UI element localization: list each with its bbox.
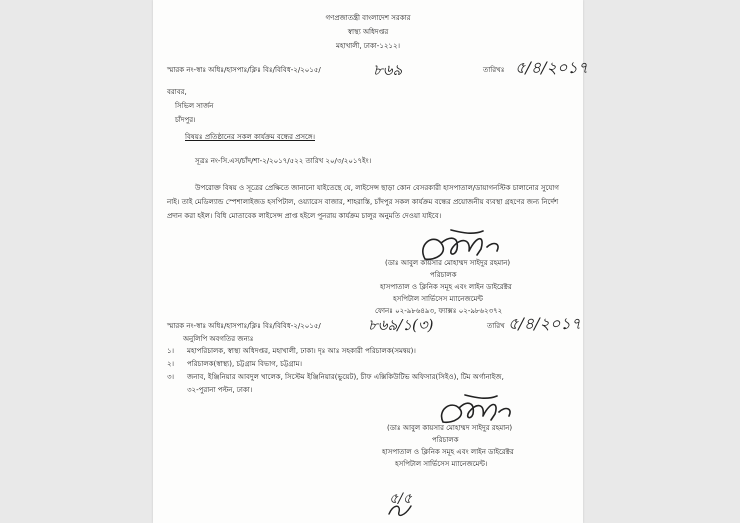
document-page — [153, 0, 589, 523]
copy-number: ২। — [167, 360, 175, 368]
header-address: মহাখালী, ঢাকা-১২১২। — [335, 42, 401, 50]
copy-recipient-address: ৩২-পুরানা পল্টন, ঢাকা। — [187, 386, 253, 394]
memo-reference-number: স্মারক নং-স্বাঃ অধিঃ/হাসপাঃ/ক্লিঃ বিঃ/বিবিধ-২/২০১৫/ — [167, 66, 321, 74]
copy-recipient: মহাপরিচালক, স্বাস্থ্য অধিদপ্তর, মহাখালী, ঢাকা। দৃঃ আঃ সহকারী পরিচালক(সমন্বয়)। — [187, 347, 416, 355]
body-paragraph: উপরোক্ত বিষয় ও সূত্রের প্রেক্ষিতে জানানো যাইতেছে যে, লাইসেন্স ছাড়া কোন বেসরকারী হাসপাতাল/ডায়াগনস্টিক চালানোর সুযোগ নাই। তাই মেডিল্যান্ড স্পেশালাইজড হসপিটাল, ওয়্যারেস বাজার, শাহরাস্তি, চাঁদপুর সকল কার্যক্রম বন্ধের প্রয়োজনীয় ব্যবস্থা গ্রহণের জন্য নির্দেশ প্রদান করা হইল। বিধি মোতাবেক লাইসেন্স প্রাপ্ত হইলে পুনরায় কার্যক্রম চালুর অনুমতি দেওয়া যাইবে। — [167, 184, 559, 220]
subject-line: বিষয়ঃ প্রতিষ্ঠানের সকল কার্যক্রম বন্ধের প্রসঙ্গে। — [185, 133, 315, 141]
copy-number: ১। — [167, 347, 175, 355]
reference-line: সূত্রঃ নং-সি.এস/চাঁদ/শা-২/২০১৭/৫২২ তারিখ ২০/৩/২০১৭ইং। — [195, 157, 372, 165]
initials-scribble-icon — [385, 500, 415, 520]
memo-2-reference-number: স্মারক নং-স্বাঃ অধিঃ/হাসপাঃ/ক্লিঃ বিঃ/বিবিধ-২/২০১৫/ — [167, 322, 321, 330]
copy-recipient: জনাব, ইঞ্জিনিয়ার আবদুল খালেক, সিস্টেম ইঞ্জিনিয়ার(ভুয়েট), চীফ এক্সিকিউটিভ অফিসার(সিইও), টিম অর্গানাইজ, — [187, 373, 504, 381]
signatory-2-title: পরিচালক — [432, 436, 459, 444]
signatory-2-name: (ডাঃ আবুল কায়সার মোহাম্মদ সাইদুর রহমান) — [387, 424, 513, 432]
signatory-1-name: (ডাঃ আবুল কায়সার মোহাম্মদ সাইদুর রহমান) — [385, 259, 511, 267]
header-directorate: স্বাস্থ্য অধিদপ্তর — [347, 28, 389, 36]
recipient-name: সিভিল সার্জন — [175, 102, 214, 110]
copy-number: ৩। — [167, 373, 175, 381]
handwritten-initials: ৫/৫ — [389, 491, 412, 507]
signatory-1-title: পরিচালক — [430, 271, 457, 279]
signatory-2-department: হাসপাতাল ও ক্লিনিক সমূহ এবং লাইন ডাইরেক্টর — [382, 448, 514, 456]
recipient-place: চাঁদপুর। — [175, 116, 196, 124]
memo-date-label: তারিখঃ — [483, 66, 505, 74]
header-government: গণপ্রজাতন্ত্রী বাংলাদেশ সরকার — [325, 14, 411, 22]
signatory-1-department: হাসপাতাল ও ক্লিনিক সমূহ এবং লাইন ডাইরেক্টর — [380, 283, 512, 291]
handwritten-memo-2-number: ৮৬৯/১(৩) — [368, 316, 434, 334]
handwritten-memo-2-date: ৫/৪/২০১৭ — [508, 314, 582, 333]
recipient-salutation: বরাবর, — [167, 88, 187, 96]
signatory-2-unit: হসপিটাল সার্ভিসেস ম্যানেজমেন্ট। — [395, 460, 488, 468]
handwritten-memo-number: ৮৬৯ — [373, 61, 403, 79]
signatory-1-contact: ফোনঃ ০২-৯৮৬৪৯৩, ফ্যাক্সঃ ০২-৯৮৬২৩৭২ — [375, 307, 503, 315]
copy-recipient: পরিচালক(স্বাস্থ্য), চট্টগ্রাম বিভাগ, চট্টগ্রাম। — [187, 360, 303, 368]
copy-intro: অনুলিপি অবগতির জন্যঃ — [183, 335, 254, 343]
signatory-1-unit: হসপিটাল সার্ভিসেস ম্যানেজমেন্ট — [393, 295, 483, 303]
handwritten-memo-date: ৫/৪/২০১৭ — [515, 58, 589, 77]
memo-2-date-label: তারিখ — [487, 322, 505, 330]
